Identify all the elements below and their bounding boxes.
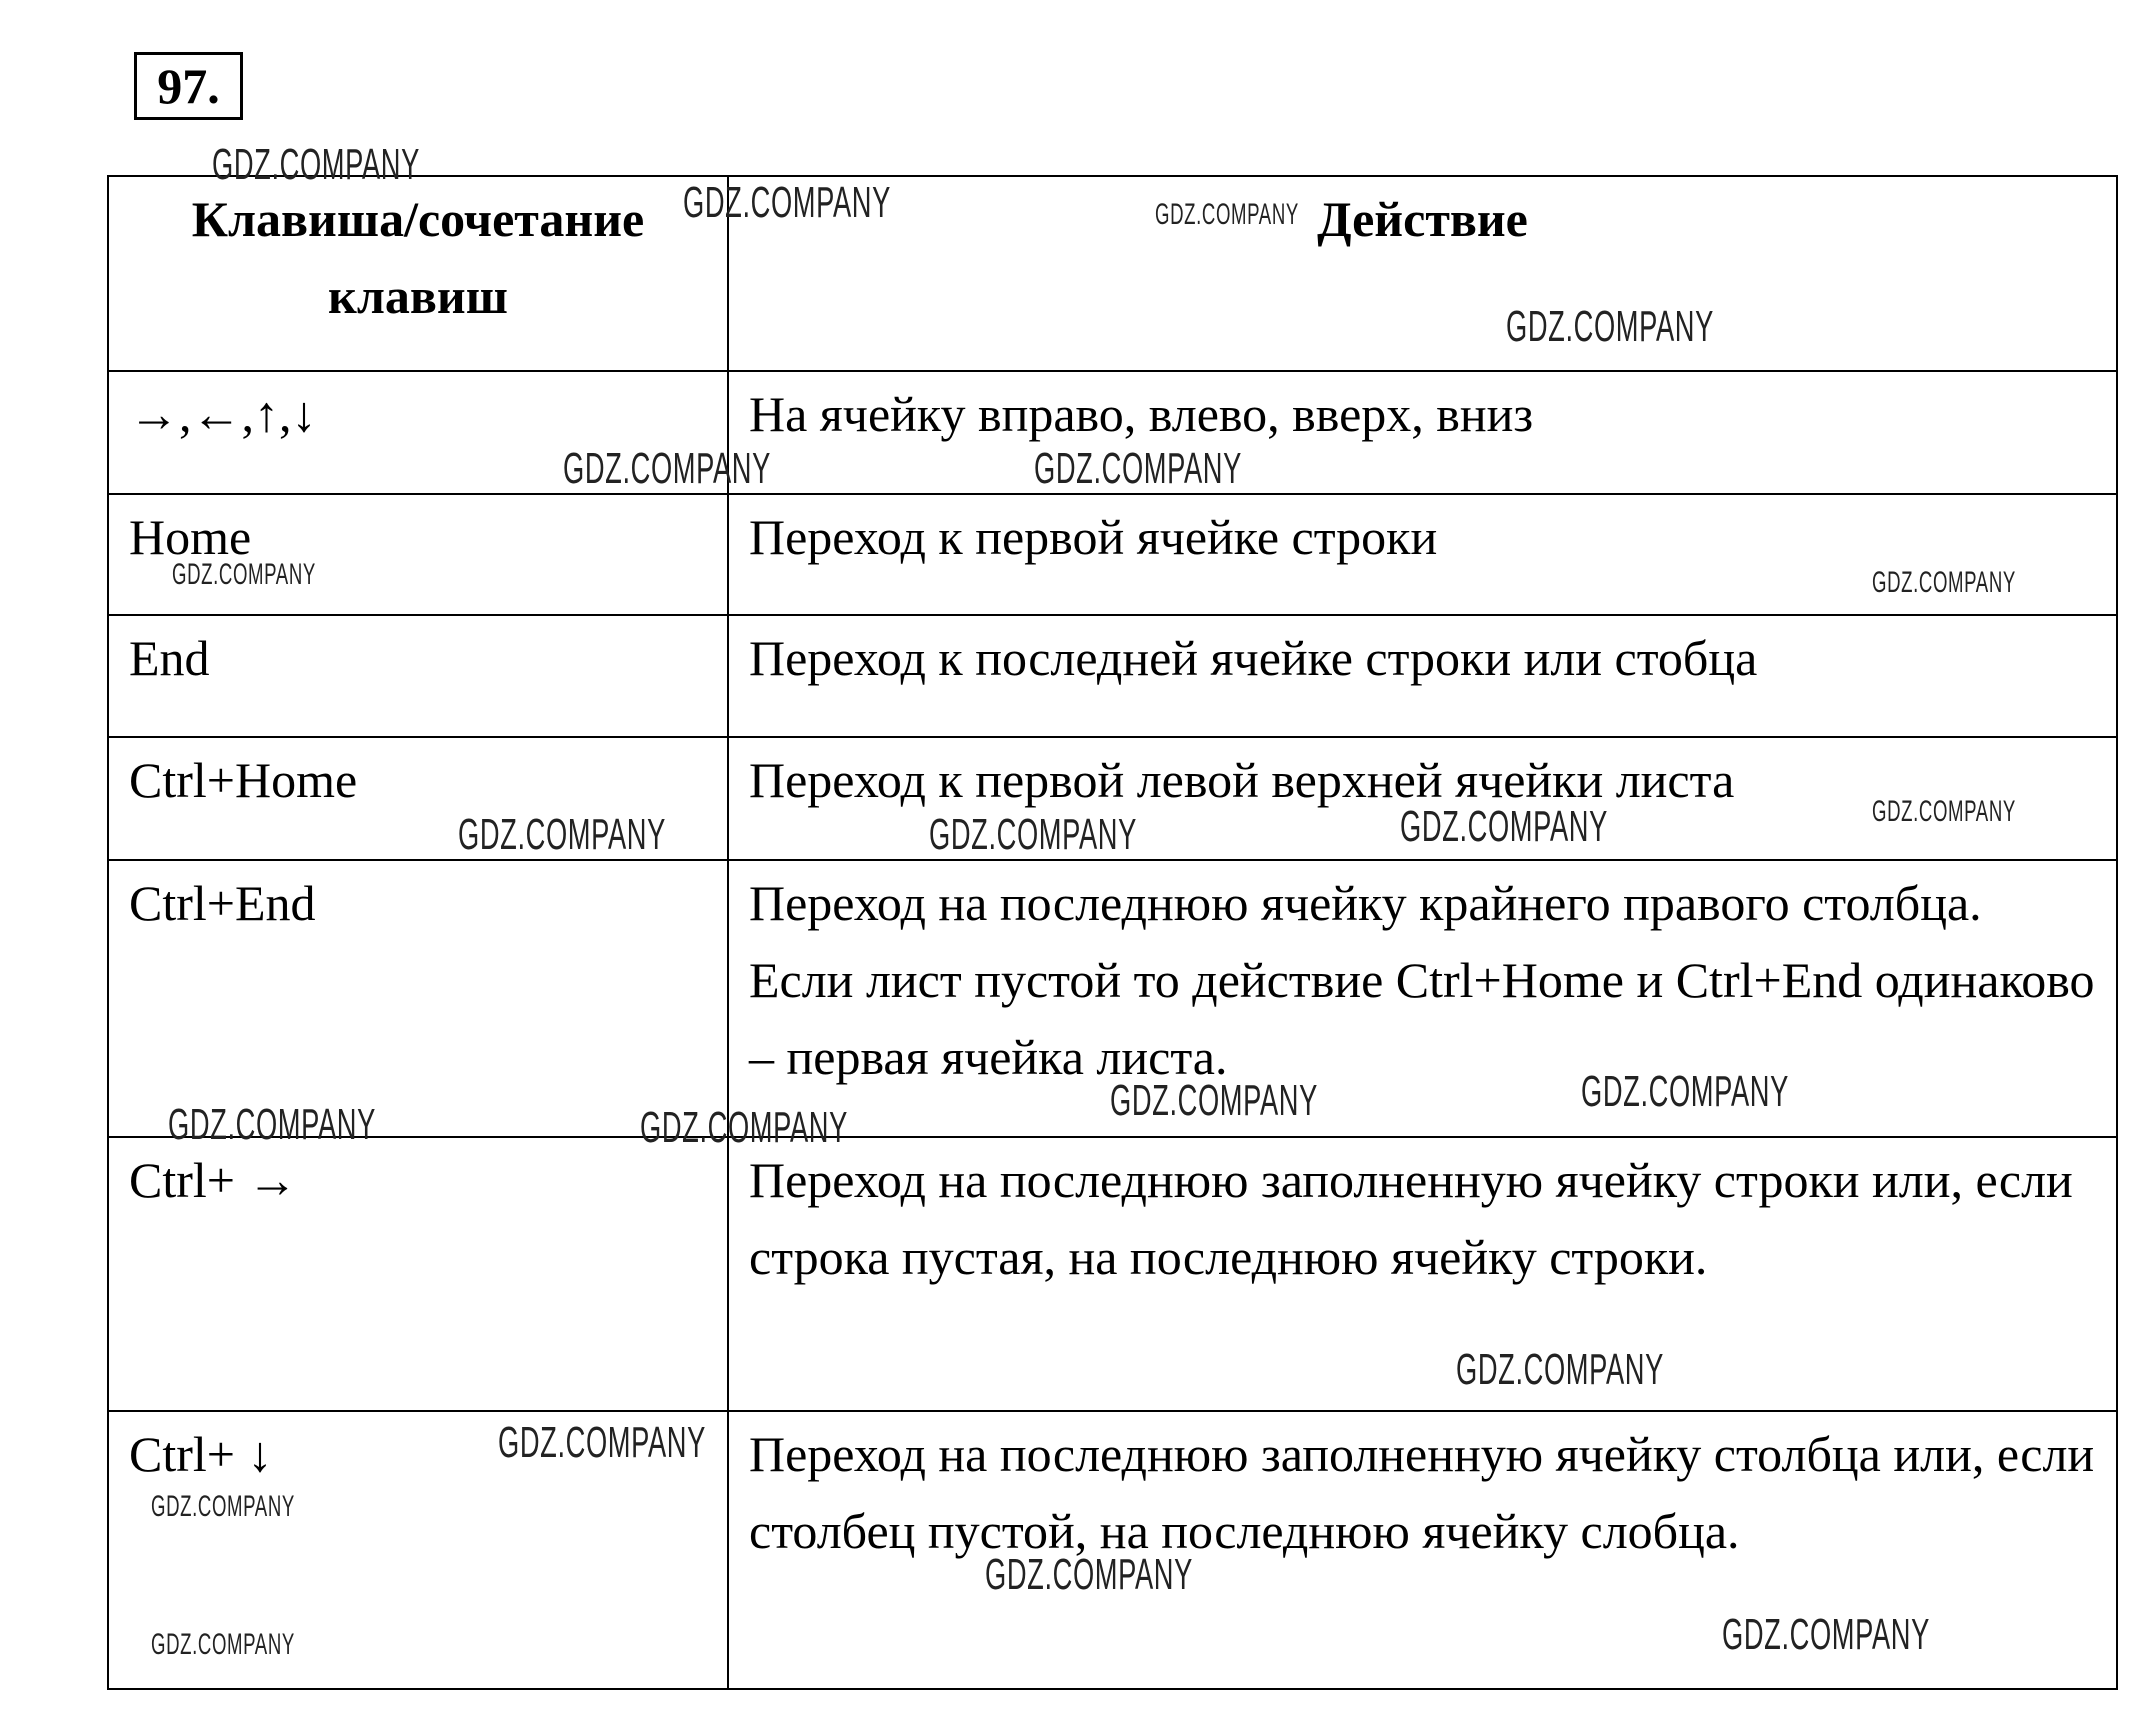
watermark: GDZ.COMPANY [563, 444, 771, 493]
watermark: GDZ.COMPANY [1722, 1610, 1930, 1659]
watermark: GDZ.COMPANY [1872, 795, 2016, 828]
key-cell: Ctrl+ ↓ [108, 1411, 728, 1689]
watermark: GDZ.COMPANY [1034, 444, 1242, 493]
watermark: GDZ.COMPANY [172, 558, 316, 591]
watermark: GDZ.COMPANY [1581, 1067, 1789, 1116]
action-cell: Переход на последнюю заполненную ячейку столбца или, если столбец пустой, на последнюю ячейку слобца. [728, 1411, 2117, 1689]
action-cell: Переход к первой левой верхней ячейки листа [728, 737, 2117, 860]
watermark: GDZ.COMPANY [683, 178, 891, 227]
watermark: GDZ.COMPANY [985, 1550, 1193, 1599]
key-cell: Ctrl+ → [108, 1137, 728, 1411]
watermark: GDZ.COMPANY [212, 140, 420, 189]
exercise-number: 97. [134, 52, 243, 120]
watermark: GDZ.COMPANY [168, 1100, 376, 1149]
table-header-row [108, 176, 2117, 371]
shortcuts-table [107, 175, 2118, 1690]
watermark: GDZ.COMPANY [929, 810, 1137, 859]
key-cell: →,←,↑,↓ [108, 371, 728, 494]
watermark: GDZ.COMPANY [1872, 566, 2016, 599]
key-cell: Ctrl+Home [108, 737, 728, 860]
action-cell: Переход на последнюю ячейку крайнего правого столбца. Если лист пустой то действие Ctrl+Home и Ctrl+End одинаково – первая ячейка листа. [728, 860, 2117, 1137]
watermark: GDZ.COMPANY [498, 1418, 706, 1467]
table-row [108, 1137, 2117, 1411]
watermark: GDZ.COMPANY [458, 810, 666, 859]
key-cell: End [108, 615, 728, 737]
header-key: Клавиша/сочетание клавиш [108, 176, 728, 371]
watermark: GDZ.COMPANY [151, 1628, 295, 1661]
watermark: GDZ.COMPANY [1456, 1345, 1664, 1394]
action-cell: Переход к последней ячейке строки или стобца [728, 615, 2117, 737]
watermark: GDZ.COMPANY [1110, 1076, 1318, 1125]
watermark: GDZ.COMPANY [1155, 198, 1299, 231]
watermark: GDZ.COMPANY [1506, 302, 1714, 351]
table-row [108, 494, 2117, 615]
watermark: GDZ.COMPANY [151, 1490, 295, 1523]
action-cell: Переход на последнюю заполненную ячейку строки или, если строка пустая, на последнюю ячейку строки. [728, 1137, 2117, 1411]
action-cell: Переход к первой ячейке строки [728, 494, 2117, 615]
header-action: Действие [728, 176, 2117, 371]
key-cell: Ctrl+End [108, 860, 728, 1137]
action-cell: На ячейку вправо, влево, вверх, вниз [728, 371, 2117, 494]
watermark: GDZ.COMPANY [1400, 802, 1608, 851]
key-cell: Home [108, 494, 728, 615]
table-row [108, 615, 2117, 737]
watermark: GDZ.COMPANY [640, 1103, 848, 1152]
